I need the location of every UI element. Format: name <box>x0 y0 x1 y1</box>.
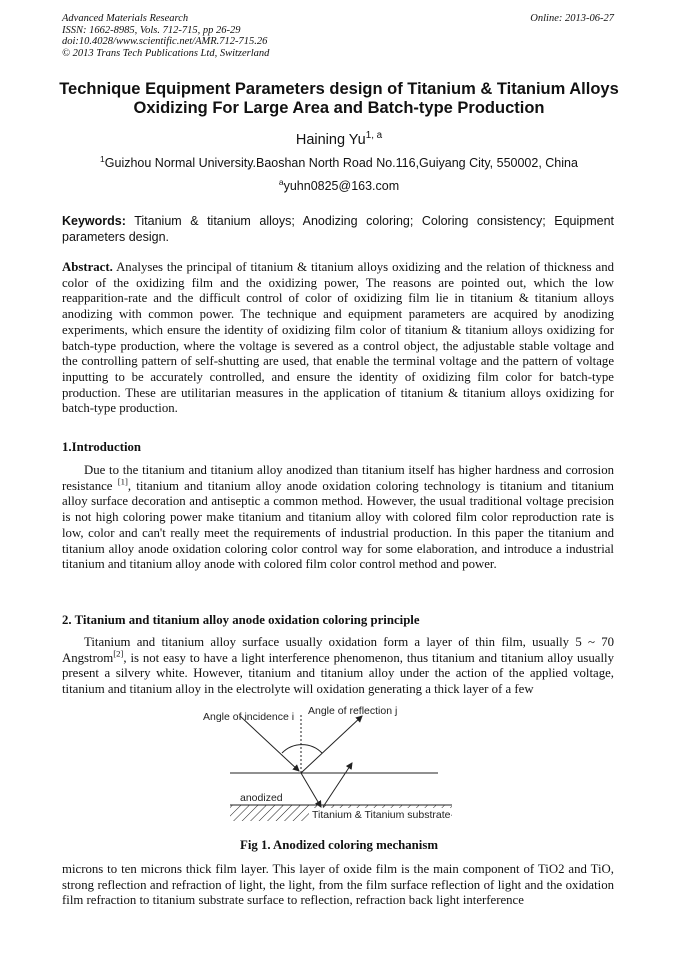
sec2-text-b: , is not easy to have a light interference phenomenon, thus titanium and titanium alloy usually present a silvery white. However, titanium and titanium alloy under the action of the applied voltage, titanium and titanium alloy in the electrolyte will oxidation generating a thick layer of a few <box>62 650 614 697</box>
author <box>0 132 678 148</box>
author-sup: 1, a <box>365 130 383 142</box>
journal-copyright: © 2013 Trans Tech Publications Ltd, Switzerland <box>62 47 270 59</box>
paper-title <box>40 80 638 118</box>
label-angle-reflection: Angle of reflection j <box>308 705 398 717</box>
title-line-1: Technique Equipment Parameters design of Titanium & Titanium Alloys <box>59 80 619 98</box>
journal-issn: ISSN: 1662-8985, Vols. 712-715, pp 26-29 <box>62 24 241 36</box>
reflected-ray <box>301 716 362 773</box>
figure-anodized-coloring <box>190 703 480 831</box>
section-heading-2: 2. Titanium and titanium alloy anode oxidation coloring principle <box>62 613 420 627</box>
sec2-text-a: Titanium and titanium alloy surface usually oxidation form a layer of thin film, usually 5 ~ 70 Angstrom <box>62 635 614 665</box>
journal-doi: doi:10.4028/www.scientific.net/AMR.712-715.26 <box>62 36 268 47</box>
section2-paragraph <box>62 635 614 698</box>
affiliation-text: Guizhou Normal University.Baoshan North Road No.116,Guiyang City, 550002, China <box>104 156 578 170</box>
intro-text-b: , titanium and titanium alloy anode oxidation coloring technology is titanium and titanium alloy surface decoration and antiseptic a common method. However, the usual traditional voltage precision is not high coloring power make titanium and titanium alloy with colored film color reproduction rate is low, color and can't really meet the requirements of industrial production. In this paper the titanium and titanium alloy anode oxidation coloring color control way for some elaboration, and introduce a industrial titanium and titanium alloy anode with colored film color control method and power. <box>62 478 614 572</box>
affiliation <box>0 153 678 170</box>
affiliation-sup: 1 <box>100 153 105 164</box>
label-substrate: Titanium & Titanium substrate <box>312 809 451 821</box>
refracted-ray <box>301 773 321 807</box>
author-name: Haining Yu <box>295 132 366 148</box>
online-date: Online: 2013-06-27 <box>530 13 614 24</box>
keywords-label: Keywords: <box>62 214 126 228</box>
email-address[interactable]: yuhn0825@163.com <box>283 179 400 193</box>
abstract-text: Analyses the principal of titanium & titanium alloys oxidizing and the relation of thickness and color of the oxidizing film and the oxidizing power, The reasons are pointed out, which the low reapparition-rate and the difficult control of color of oxidizing film lie in titanium & titanium alloys anodizing with common power. The technique and equipment parameters are acquired by anodizing experiments, which ensure the identity of oxidizing film color of titanium & titanium alloys oxidizing for batch-type production, where the voltage is severed as a control object, the adjustable stable voltage and the controlling pattern of self-shutting are used, that enable the terminal voltage and the pattern of voltage inputting to be accurately controlled, and ensure the identity of oxidizing film color for batch-type production. These are utilitarian measures in the application of titanium & titanium alloys oxidizing for batch-type production. <box>62 260 614 416</box>
keywords <box>62 213 614 245</box>
email-sup: a <box>278 176 284 187</box>
citation-ref-1[interactable]: [1] <box>117 476 128 487</box>
substrate-reflected-ray <box>323 763 352 807</box>
incident-ray <box>240 716 299 771</box>
angle-arc <box>282 745 322 753</box>
keywords-text: Titanium & titanium alloys; Anodizing coloring; Coloring consistency; Equipment parameters design. <box>62 214 615 244</box>
title-line-2: Oxidizing For Large Area and Batch-type Production <box>133 99 545 117</box>
section-heading-introduction: 1.Introduction <box>62 440 142 454</box>
email <box>0 176 678 193</box>
label-angle-incidence: Angle of incidence i <box>203 711 295 723</box>
citation-ref-2[interactable]: [2] <box>113 648 124 659</box>
abstract <box>62 260 614 417</box>
abstract-label: Abstract. <box>62 260 113 274</box>
introduction-paragraph <box>62 463 614 573</box>
figure-caption: Fig 1. Anodized coloring mechanism <box>240 838 438 852</box>
intro-text-a: Due to the titanium and titanium alloy anodized than titanium itself has higher hardness and corrosion resistance <box>62 463 614 493</box>
continuation-paragraph: microns to ten microns thick film layer. This layer of oxide film is the main component of TiO2 and TiO, strong reflection and refraction of light, the light, from the film surface reflection of light and the oxidation film refraction to titanium substrate surface to reflection, refraction back light interference <box>62 862 614 908</box>
label-anodized: anodized <box>240 792 283 804</box>
journal-name: Advanced Materials Research <box>62 13 189 24</box>
journal-header <box>62 13 269 59</box>
